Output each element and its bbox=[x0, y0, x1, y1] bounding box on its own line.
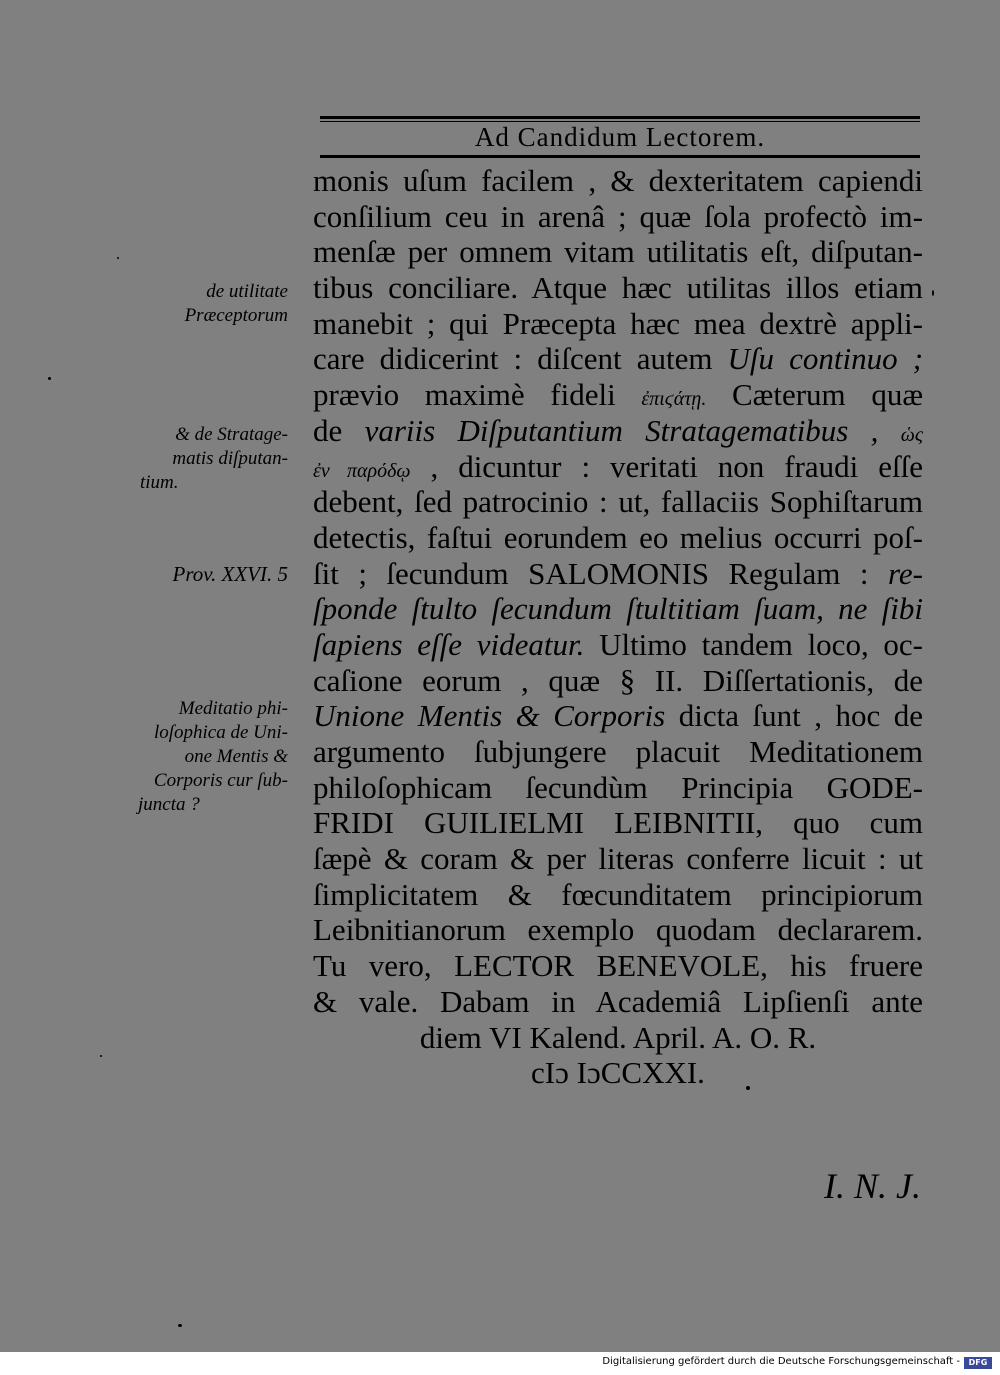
body-run: Cæterum quæ bbox=[732, 377, 924, 413]
footer bbox=[0, 1352, 1000, 1375]
dfg-logo-icon: DFG bbox=[964, 1357, 992, 1369]
scan-speck bbox=[178, 1324, 182, 1327]
head-rule bbox=[320, 155, 920, 158]
running-head: Ad Candidum Lectorem. bbox=[474, 122, 766, 152]
body-line: monis uſum facilem , & dexteritatem capiendi bbox=[313, 163, 923, 198]
italic-run: variis Diſputantium Stratagematibus , bbox=[364, 412, 879, 448]
footer-credit: Digitalisierung gefördert durch die Deutsche Forschungsgemeinschaft - bbox=[602, 1356, 960, 1367]
scan-speck bbox=[100, 1055, 102, 1057]
body-line: philoſophicam ſecundùm Principia GODE- bbox=[313, 769, 923, 805]
marginal-note-meditation: Meditatio phi- loſophica de Uni- one Mentis & Corporis cur ſub- juncta ? bbox=[138, 698, 288, 815]
italic-run: re- bbox=[888, 555, 923, 591]
scan-speck bbox=[932, 290, 934, 296]
body-line: FRIDI GUILIELMI LEIBNITII, quo cum bbox=[313, 805, 923, 841]
body-line bbox=[313, 627, 923, 663]
body-line: ſimplicitatem & fœcunditatem principiorum bbox=[313, 876, 923, 912]
body-line bbox=[313, 413, 923, 449]
year-line: cIɔ IɔCCXXI. bbox=[531, 1055, 705, 1091]
body-line bbox=[313, 698, 923, 734]
marginal-note-utility: de utilitate Præceptorum bbox=[184, 281, 288, 326]
body-run: care didicerint : diſcent autem bbox=[313, 341, 713, 377]
body-line bbox=[313, 556, 923, 592]
body-line: manebit ; qui Præcepta hæc mea dextrè appli- bbox=[313, 305, 923, 341]
body-line: ſponde ſtulto ſecundum ſtultitiam ſuam, ne ſibi bbox=[313, 591, 923, 627]
body-run: ſit ; ſecundum SALOMONIS Regulam : bbox=[313, 555, 869, 591]
body-text bbox=[313, 163, 923, 1091]
marginal-note-stratagems: & de Stratage- matis diſputan- tium. bbox=[140, 424, 288, 493]
body-line: caſione eorum , quæ § II. Diſſertationis, de bbox=[313, 662, 923, 698]
body-line: Tu vero, LECTOR BENEVOLE, his fruere bbox=[313, 948, 923, 984]
greek-run: ὡς bbox=[900, 423, 923, 446]
scan-speck bbox=[117, 257, 119, 259]
body-run: prævio maximè fideli bbox=[313, 377, 616, 413]
body-line: & vale. Dabam in Academiâ Lipſienſi ante bbox=[313, 983, 923, 1019]
closing-inj: I. N. J. bbox=[824, 1166, 921, 1206]
body-line: detectis, faſtui eorundem eo melius occurri poſ- bbox=[313, 519, 923, 555]
body-run: , dicuntur : veritati non fraudi eſſe bbox=[430, 448, 923, 484]
body-line: conſilium ceu in arenâ ; quæ ſola profectò im- bbox=[313, 198, 923, 234]
italic-run: ſapiens eſſe videatur. bbox=[313, 626, 585, 662]
marginal-note-proverbs: Prov. XXVI. 5 bbox=[172, 562, 288, 586]
body-line: tibus conciliare. Atque hæc utilitas illos etiam bbox=[313, 270, 923, 306]
body-line bbox=[313, 449, 923, 485]
italic-run: Uſu continuo ; bbox=[727, 341, 924, 377]
body-line: menſæ per omnem vitam utilitatis eſt, diſputan- bbox=[313, 234, 923, 270]
scan-speck bbox=[746, 1086, 750, 1090]
body-run: Ultimo tandem loco, oc- bbox=[599, 626, 923, 662]
body-run: dicta ſunt , hoc de bbox=[678, 698, 923, 734]
body-line bbox=[313, 377, 923, 413]
date-line: diem VI Kalend. April. A. O. R. bbox=[419, 1019, 817, 1055]
greek-run: ἐν παρόδῳ bbox=[313, 459, 411, 482]
body-run: de bbox=[313, 412, 343, 448]
body-line: Leibnitianorum exemplo quodam declararem. bbox=[313, 912, 923, 948]
scan-speck bbox=[48, 377, 51, 380]
italic-run: Unione Mentis & Corporis bbox=[313, 698, 666, 734]
body-line bbox=[313, 341, 923, 377]
body-line: debent, ſed patrocinio : ut, fallaciis Sophiſtarum bbox=[313, 484, 923, 520]
greek-run: ἐπιϛάτῃ. bbox=[641, 388, 707, 411]
body-line: ſæpè & coram & per literas conferre licuit : ut bbox=[313, 841, 923, 877]
body-line: argumento ſubjungere placuit Meditationem bbox=[313, 734, 923, 769]
